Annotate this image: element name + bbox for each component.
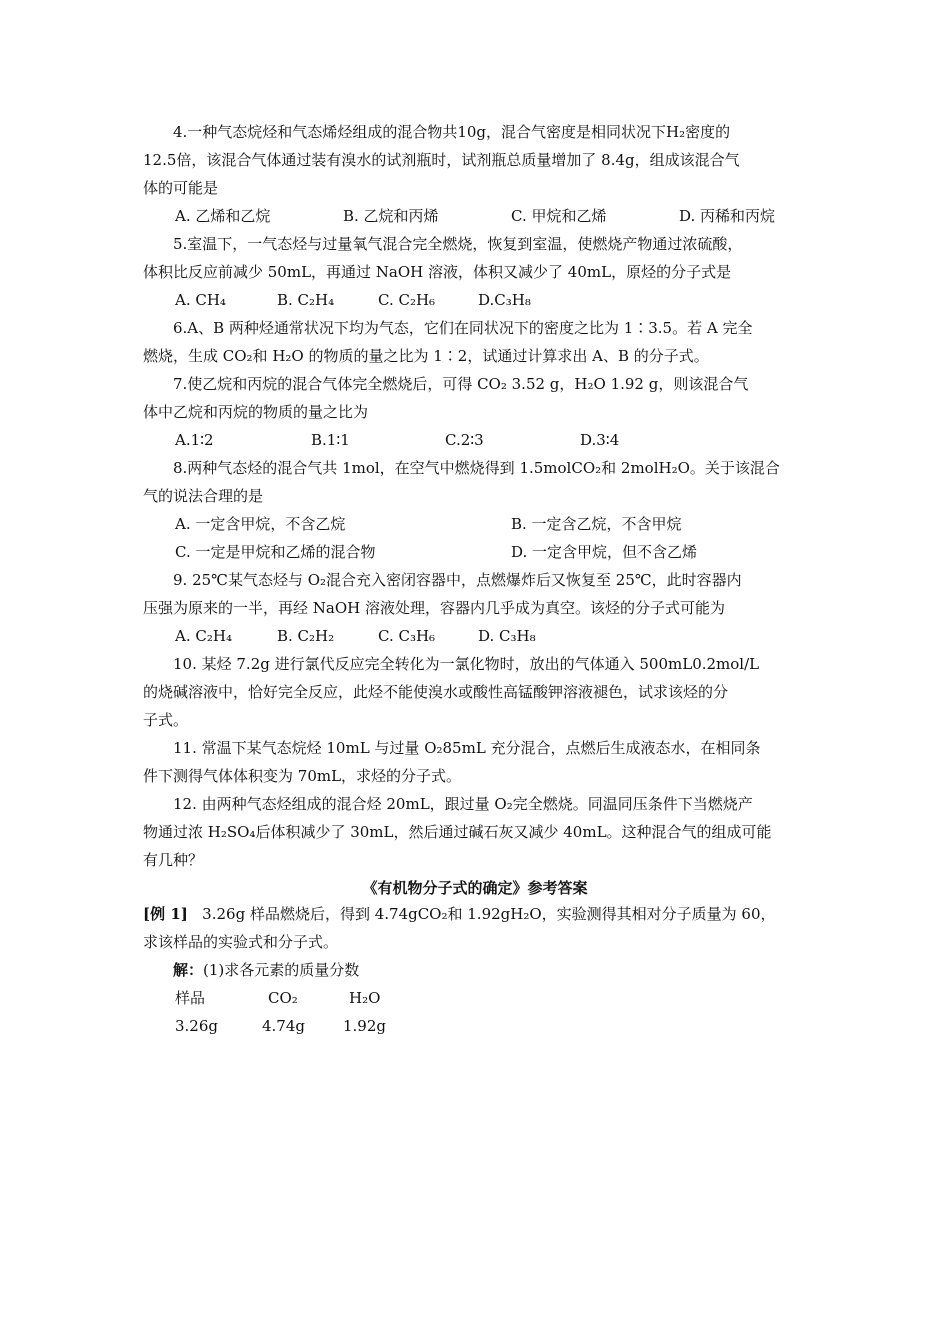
q11-line1: 11. 常温下某气态烷烃 10mL 与过量 O₂85mL 充分混合，点燃后生成液态水，在相同条 [173, 739, 761, 757]
q5-option-b: B. C₂H₄ [277, 291, 335, 309]
table-val-h2o: 1.92g [343, 1017, 387, 1035]
q12-line3: 有几种？ [143, 851, 204, 869]
q12-line2: 物通过浓 H₂SO₄后体积减少了 30mL，然后通过碱石灰又减少 40mL。这种混合气的组成可能 [143, 823, 772, 841]
answers-title: 《有机物分子式的确定》参考答案 [362, 879, 588, 897]
example-1-line2: 求该样品的实验式和分子式。 [143, 933, 339, 951]
q8-option-d: D. 一定含甲烷，但不含乙烯 [511, 543, 698, 561]
q4-line3: 体的可能是 [143, 179, 219, 197]
q5-option-c: C. C₂H₆ [378, 291, 436, 309]
solution-label: 解： [173, 961, 204, 979]
q5-line2: 体积比反应前减少 50mL，再通过 NaOH 溶液，体积又减少了 40mL，原烃的分子式是 [143, 263, 732, 281]
q9-line1: 9. 25℃某气态烃与 O₂混合充入密闭容器中，点燃爆炸后又恢复至 25℃，此时容器内 [173, 571, 742, 589]
q7-line1: 7.使乙烷和丙烷的混合气体完全燃烧后，可得 CO₂ 3.52 g，H₂O 1.92 g，则该混合气 [173, 375, 749, 393]
q5-option-d: D.C₃H₈ [478, 291, 531, 309]
q9-line2: 压强为原来的一半，再经 NaOH 溶液处理，容器内几乎成为真空。该烃的分子式可能为 [143, 599, 725, 617]
solution-text: (1)求各元素的质量分数 [203, 961, 360, 979]
q7-option-d: D.3∶4 [580, 431, 620, 449]
q8-option-c: C. 一定是甲烷和乙烯的混合物 [175, 543, 376, 561]
q4-line1: 4.一种气态烷烃和气态烯烃组成的混合物共10g，混合气密度是相同状况下H₂密度的 [173, 123, 731, 141]
q5-line1: 5.室温下，一气态烃与过量氧气混合完全燃烧，恢复到室温，使燃烧产物通过浓硫酸， [173, 235, 743, 253]
q4-option-a: A. 乙烯和乙烷 [175, 207, 271, 225]
q8-option-b: B. 一定含乙烷，不含甲烷 [511, 515, 682, 533]
example-label: [例 1] [143, 905, 188, 923]
q10-line1: 10. 某烃 7.2g 进行氯代反应完全转化为一氯化物时，放出的气体通入 500mL0.2mol/L [173, 655, 760, 673]
q10-line3: 子式。 [143, 711, 189, 729]
table-val-co2: 4.74g [262, 1017, 306, 1035]
q8-line1: 8.两种气态烃的混合气共 1mol，在空气中燃烧得到 1.5molCO₂和 2molH₂O。关于该混合 [173, 459, 780, 477]
example-text: 3.26g 样品燃烧后，得到 4.74gCO₂和 1.92gH₂O，实验测得其相对分子质量为 60， [202, 905, 776, 923]
q4-option-c: C. 甲烷和乙烯 [511, 207, 607, 225]
q9-option-a: A. C₂H₄ [175, 627, 232, 645]
table-head-h2o: H₂O [349, 989, 381, 1007]
q9-option-b: B. C₂H₂ [277, 627, 335, 645]
q11-line2: 件下测得气体体积变为 70mL，求烃的分子式。 [143, 767, 462, 785]
q8-line2: 气的说法合理的是 [143, 487, 264, 505]
q7-option-b: B.1∶1 [311, 431, 350, 449]
solution-line [173, 960, 359, 980]
table-head-co2: CO₂ [268, 989, 298, 1007]
q9-option-d: D. C₃H₈ [478, 627, 536, 645]
q10-line2: 的烧碱溶液中，恰好完全反应，此烃不能使溴水或酸性高锰酸钾溶液褪色，试求该烃的分 [143, 683, 729, 701]
q9-option-c: C. C₃H₆ [378, 627, 436, 645]
q7-option-c: C.2∶3 [445, 431, 484, 449]
example-1-line1 [143, 904, 776, 924]
q7-option-a: A.1∶2 [175, 431, 214, 449]
q12-line1: 12. 由两种气态烃组成的混合烃 20mL，跟过量 O₂完全燃烧。同温同压条件下当燃烧产 [173, 795, 753, 813]
q8-option-a: A. 一定含甲烷，不含乙烷 [175, 515, 346, 533]
q4-option-d: D. 丙稀和丙烷 [679, 207, 776, 225]
q4-option-b: B. 乙烷和丙烯 [343, 207, 439, 225]
q4-line2: 12.5倍，该混合气体通过装有溴水的试剂瓶时，试剂瓶总质量增加了 8.4g，组成该混合气 [143, 151, 740, 169]
q6-line2: 燃烧，生成 CO₂和 H₂O 的物质的量之比为 1∶2，试通过计算求出 A、B 的分子式。 [143, 347, 709, 365]
q6-line1: 6.A、B 两种烃通常状况下均为气态，它们在同状况下的密度之比为 1∶3.5。若 A 完全 [173, 319, 753, 337]
table-head-sample: 样品 [175, 989, 206, 1007]
table-val-sample: 3.26g [175, 1017, 219, 1035]
q7-line2: 体中乙烷和丙烷的物质的量之比为 [143, 403, 369, 421]
q5-option-a: A. CH₄ [175, 291, 226, 309]
